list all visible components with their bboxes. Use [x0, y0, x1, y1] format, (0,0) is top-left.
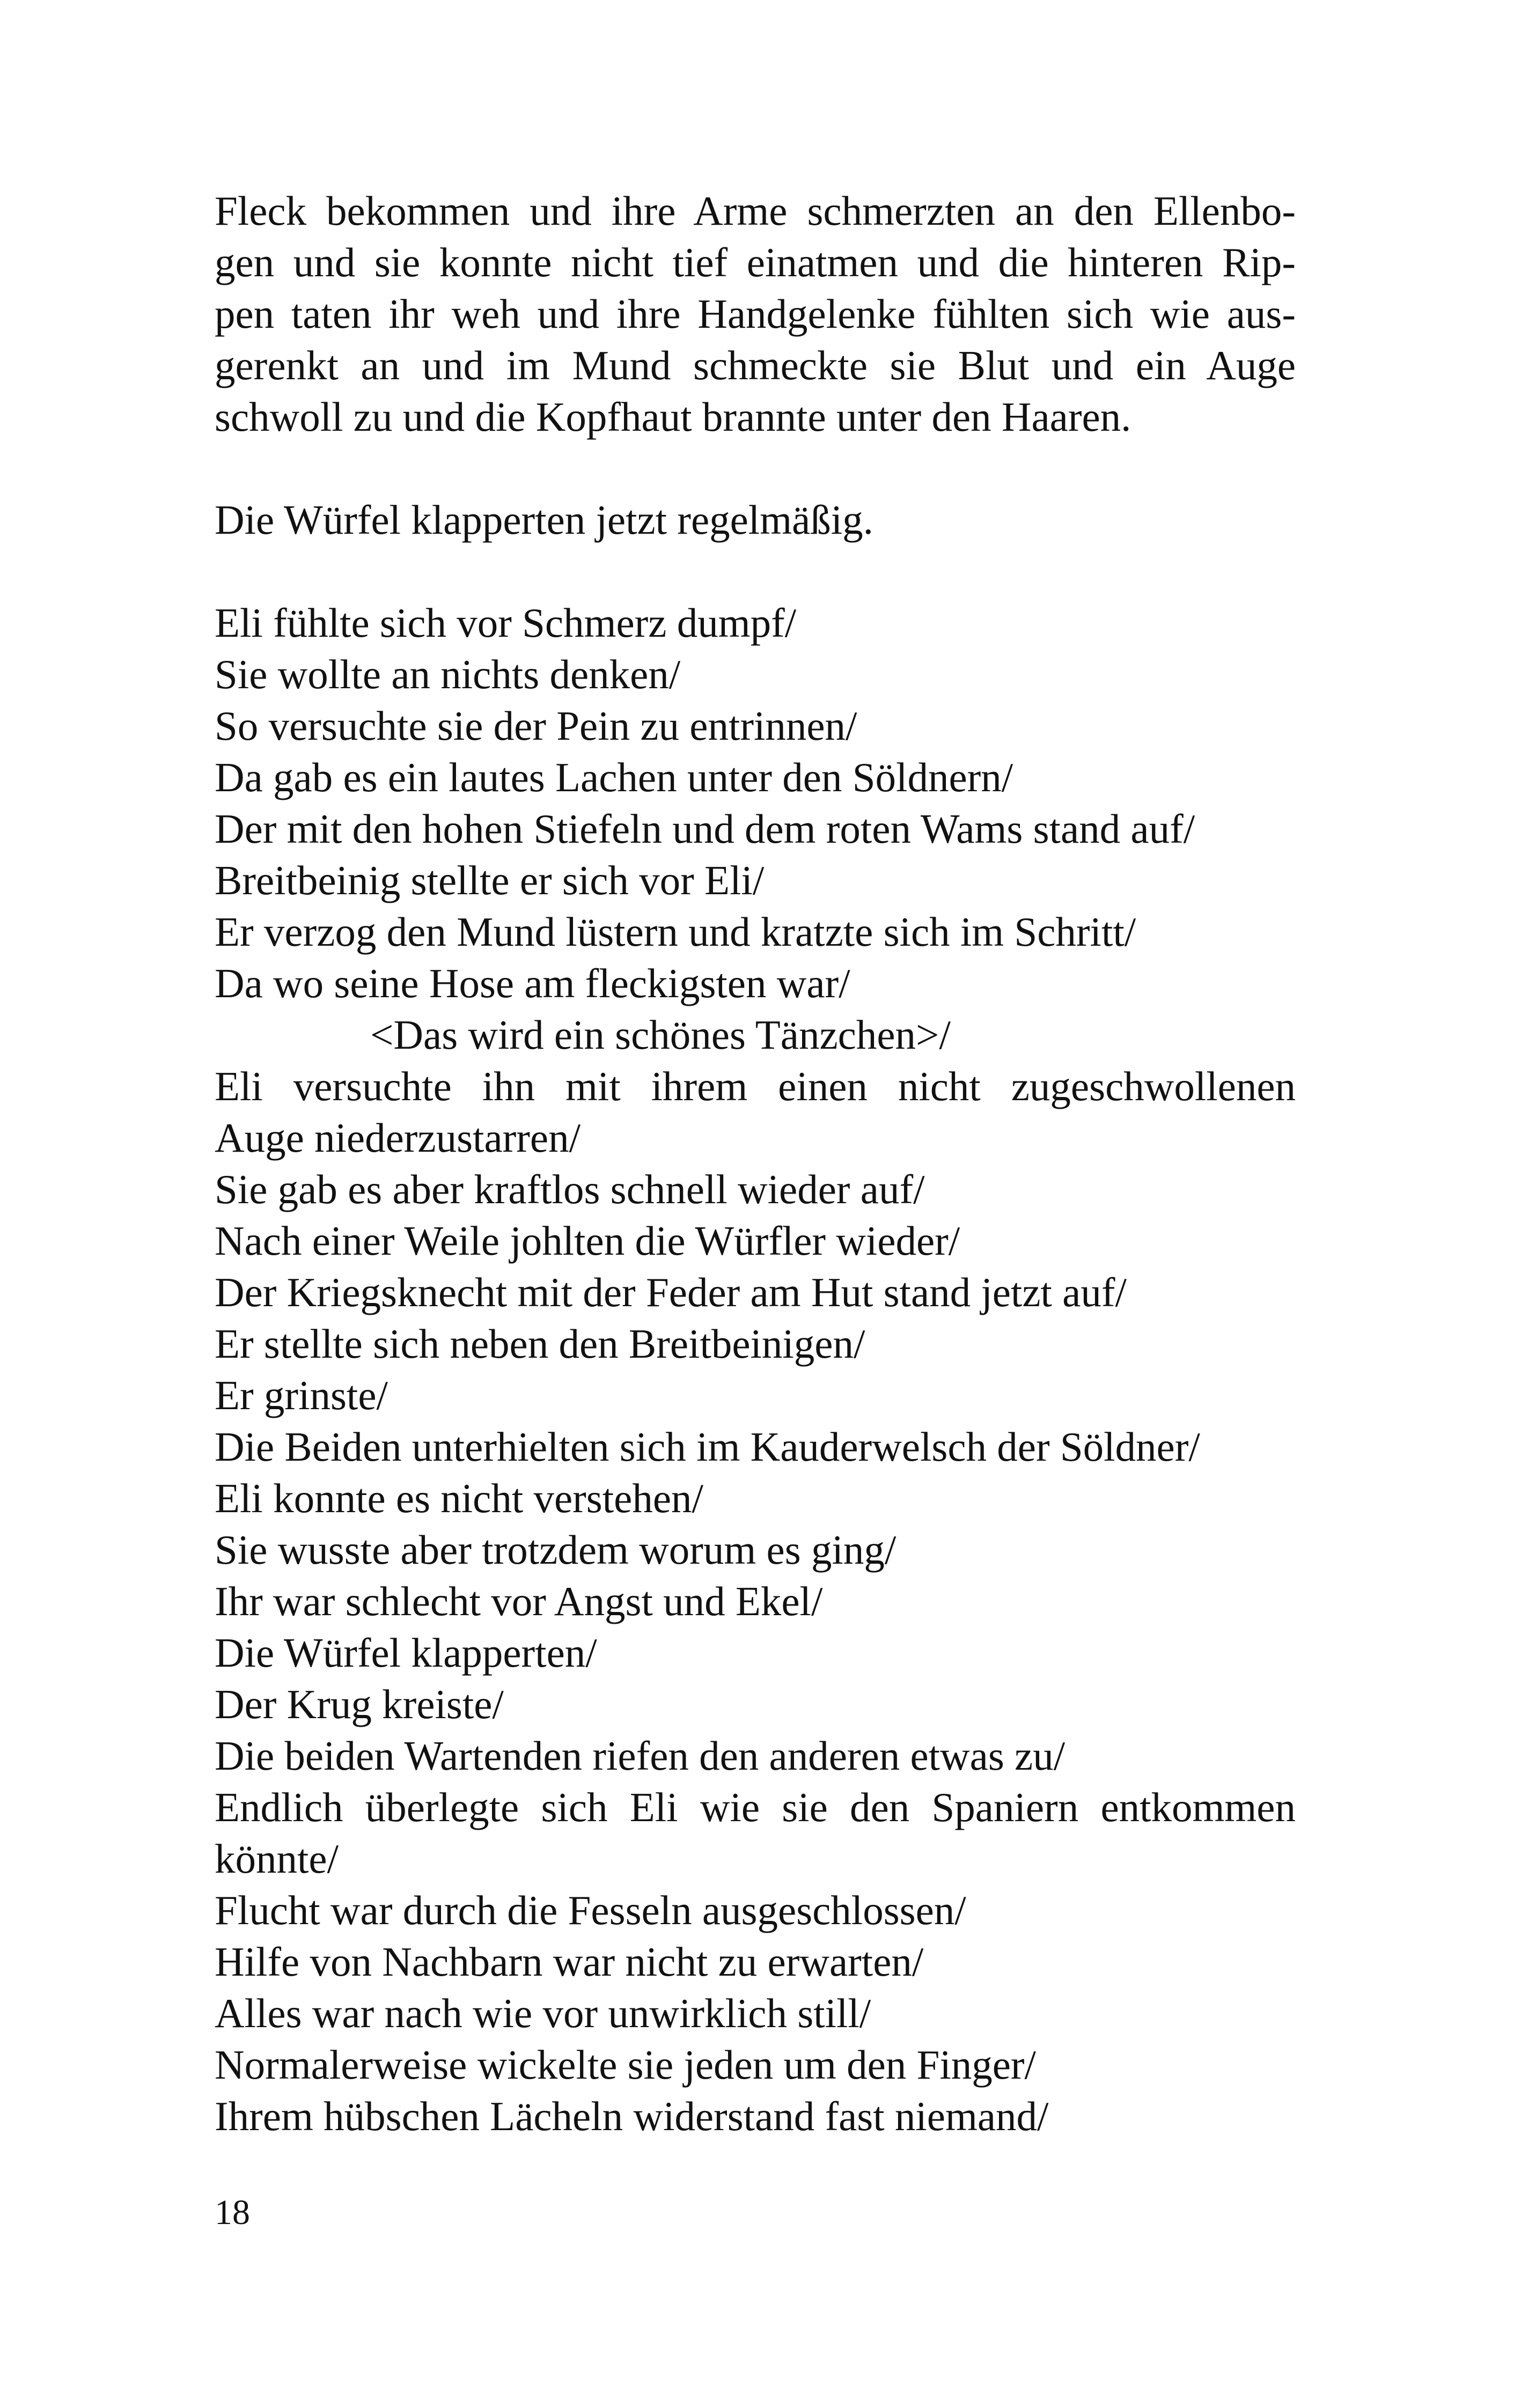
text-line: pen taten ihr weh und ihre Handgelenke fühlten sich wie aus- [215, 291, 1296, 337]
verse-line: Er stellte sich neben den Breitbeinigen/ [215, 1321, 865, 1367]
paragraph-2: Die Würfel klapperten jetzt regelmäßig. [215, 497, 873, 543]
verse-line: Hilfe von Nachbarn war nicht zu erwarten/ [215, 1939, 924, 1985]
verse-line: Sie gab es aber kraftlos schnell wieder auf/ [215, 1166, 925, 1212]
verse-line: Sie wollte an nichts denken/ [215, 651, 681, 697]
verse-line: Die Beiden unterhielten sich im Kauderwelsch der Söldner/ [215, 1424, 1200, 1470]
verse-block [215, 597, 1296, 2142]
verse-line: Alles war nach wie vor unwirklich still/ [215, 1990, 871, 2036]
verse-line: Sie wusste aber trotzdem worum es ging/ [215, 1527, 897, 1573]
verse-line: Eli versuchte ihn mit ihrem einen nicht zugeschwollenen [215, 1063, 1296, 1109]
verse-line: Breitbeinig stellte er sich vor Eli/ [215, 857, 765, 903]
verse-line: Auge niederzustarren/ [215, 1115, 581, 1161]
verse-line: So versuchte sie der Pein zu entrinnen/ [215, 703, 857, 749]
verse-line-quoted: <Das wird ein schönes Tänzchen>/ [370, 1012, 951, 1058]
verse-line: Normalerweise wickelte sie jeden um den Finger/ [215, 2042, 1036, 2088]
verse-line: Der mit den hohen Stiefeln und dem roten Wams stand auf/ [215, 806, 1195, 852]
page-number: 18 [215, 2193, 250, 2232]
text-line: gen und sie konnte nicht tief einatmen und die hinteren Rip- [215, 239, 1296, 285]
paragraph-1 [215, 185, 1296, 443]
verse-line: Ihrem hübschen Lächeln widerstand fast niemand/ [215, 2093, 1049, 2139]
verse-line: Flucht war durch die Fesseln ausgeschlossen/ [215, 1887, 966, 1933]
page-body [215, 185, 1296, 2142]
paragraph-gap [215, 546, 1296, 597]
verse-line: Ihr war schlecht vor Angst und Ekel/ [215, 1578, 823, 1624]
verse-line: Der Krug kreiste/ [215, 1681, 504, 1727]
verse-line: Da wo seine Hose am fleckigsten war/ [215, 960, 850, 1006]
verse-line: Da gab es ein lautes Lachen unter den Söldnern/ [215, 754, 1013, 800]
verse-line: könnte/ [215, 1836, 339, 1882]
verse-line: Der Kriegsknecht mit der Feder am Hut stand jetzt auf/ [215, 1269, 1127, 1315]
verse-line: Er grinste/ [215, 1372, 388, 1418]
verse-line: Nach einer Weile johlten die Würfler wieder/ [215, 1218, 960, 1264]
verse-line: Er verzog den Mund lüstern und kratzte sich im Schritt/ [215, 909, 1136, 955]
verse-line: Eli konnte es nicht verstehen/ [215, 1475, 703, 1521]
paragraph-gap [215, 443, 1296, 494]
verse-line: Eli fühlte sich vor Schmerz dumpf/ [215, 600, 797, 646]
text-line: Fleck bekommen und ihre Arme schmerzten an den Ellenbo- [215, 188, 1296, 234]
verse-line: Die Würfel klapperten/ [215, 1630, 597, 1676]
text-line: gerenkt an und im Mund schmeckte sie Blut und ein Auge [215, 342, 1296, 388]
text-line: schwoll zu und die Kopfhaut brannte unter den Haaren. [215, 394, 1131, 440]
verse-line: Die beiden Wartenden riefen den anderen etwas zu/ [215, 1733, 1066, 1779]
verse-line: Endlich überlegte sich Eli wie sie den Spaniern entkommen [215, 1784, 1296, 1830]
